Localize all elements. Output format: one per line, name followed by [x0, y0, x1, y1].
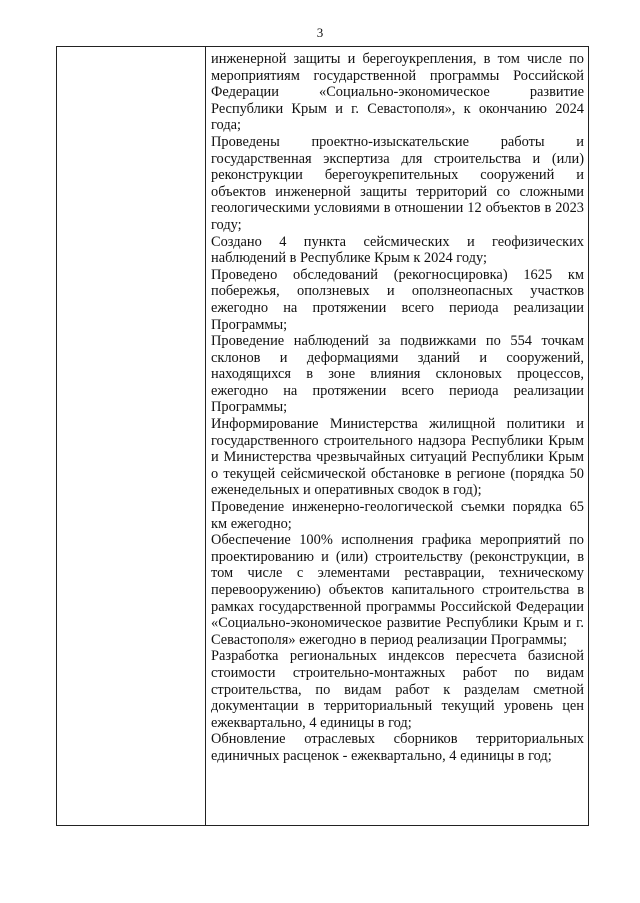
paragraph-coast-survey: Проведено обследований (рекогносцировка) 1625 км побережья, оползневых и оползнеопасных участков ежегодно на протяжении всего периода реализации Программы;	[211, 266, 584, 333]
paragraph-schedule-execution: Обеспечение 100% исполнения графика мероприятий по проектированию и (или) строительству (реконструкции, в том числе с элементами реставрации, техническому перевооружению) объектов капитального строительства в рамках государственной программы Российской Федерации «Социально-экономическое развитие Республики Крым и г. Севастополя» ежегодно в период реализации Программы;	[211, 532, 584, 648]
paragraph-seismic-points: Создано 4 пункта сейсмических и геофизических наблюдений в Республике Крым к 2024 году;	[211, 233, 584, 267]
paragraph-geological-survey: Проведение инженерно-геологической съемки порядка 65 км ежегодно;	[211, 499, 584, 532]
paragraph-slope-monitoring: Проведение наблюдений за подвижками по 554 точкам склонов и деформациями зданий и сооружений, находящихся в зоне влияния склоновых процессов, ежегодно на протяжении всего периода реализации Программы;	[211, 333, 584, 416]
table-left-cell	[57, 47, 205, 825]
paragraph-regional-indices: Разработка региональных индексов пересчета базисной стоимости строительно-монтажных работ по видам строительства, по видам работ к разделам сметной документации в территориальный текущий уровень цен ежеквартально, 4 единицы в год;	[211, 648, 584, 731]
paragraph-engineering-protection: инженерной защиты и берегоукрепления, в том числе по мероприятиям государственной программы Российской Федерации «Социально-экономическое развитие Республики Крым и г. Севастополя», к окончанию 2024 года;	[211, 51, 584, 134]
page-number: 3	[316, 25, 324, 40]
paragraph-ministry-informing: Информирование Министерства жилищной политики и государственного строительного надзора Республики Крым и Министерства чрезвычайных ситуаций Республики Крым о текущей сейсмической обстановке в регионе (порядка 50 еженедельных и оперативных сводок в год);	[211, 416, 584, 499]
document-table	[56, 46, 589, 826]
column-divider	[205, 47, 206, 825]
paragraph-rates-update: Обновление отраслевых сборников территориальных единичных расценок - ежеквартально, 4 единицы в год;	[211, 731, 584, 764]
paragraph-design-survey: Проведены проектно-изыскательские работы и государственная экспертиза для строительства и (или) реконструкции берегоукрепительных сооружений и объектов инженерной защиты территорий со сложными геологическими условиями в отношении 12 объектов в 2023 году;	[211, 133, 584, 233]
table-right-cell	[211, 51, 584, 765]
